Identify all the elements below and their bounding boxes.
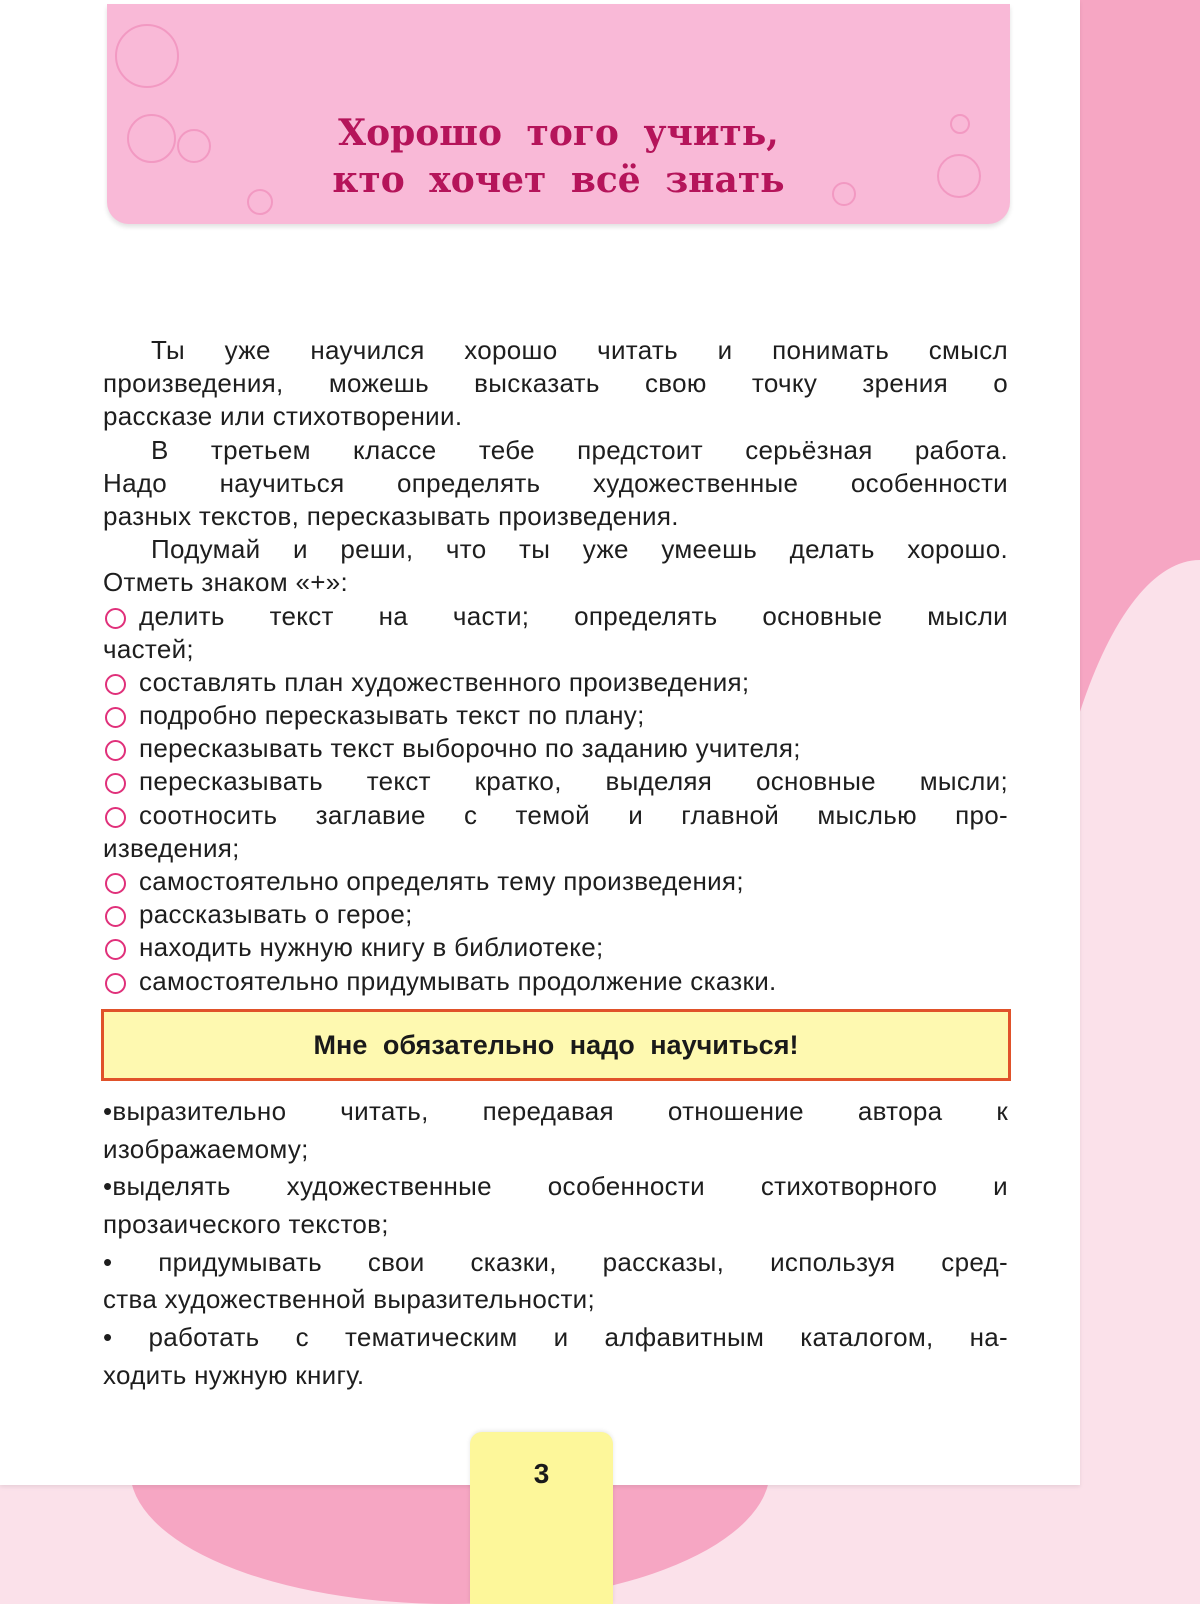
text-line	[103, 1093, 1008, 1131]
text-line	[103, 832, 1008, 865]
checkbox-circle[interactable]	[105, 807, 126, 828]
line-text: •выделять художественные особенности стихотворного и	[103, 1171, 1008, 1202]
text-line	[103, 1244, 1008, 1282]
line-text: находить нужную книгу в библиотеке;	[139, 932, 604, 963]
checkbox-circle[interactable]	[105, 973, 126, 994]
line-text: рассказывать о герое;	[139, 899, 413, 930]
checklist-item	[103, 865, 1008, 898]
checklist-item	[103, 732, 1008, 765]
line-text: самостоятельно определять тему произведения;	[139, 866, 744, 896]
checkbox-circle[interactable]	[105, 707, 126, 728]
text-line	[103, 1206, 1008, 1244]
decorative-bottom-shape	[130, 1470, 770, 1604]
text-line	[103, 334, 1008, 367]
checkbox-circle[interactable]	[105, 674, 126, 695]
text-line	[103, 533, 1008, 566]
line-text: разных текстов, пересказывать произведения.	[103, 500, 679, 531]
checkbox-circle[interactable]	[105, 773, 126, 794]
line-text: Отметь знаком «+»:	[103, 567, 348, 598]
line-text: делить текст на части; определять основные мысли	[139, 600, 1008, 631]
line-text: • придумывать свои сказки, рассказы, используя сред-	[103, 1246, 1008, 1277]
line-text: ходить нужную книгу.	[103, 1359, 365, 1390]
checklist-item	[103, 898, 1008, 931]
line-text: •выразительно читать, передавая отношение автора к	[103, 1096, 1008, 1126]
flower-icon	[115, 24, 179, 88]
checkbox-circle[interactable]	[105, 873, 126, 894]
line-text: соотносить заглавие с темой и главной мыслью про-	[139, 799, 1008, 830]
text-line	[103, 566, 1008, 599]
line-text: пересказывать текст выборочно по заданию учителя;	[139, 733, 801, 764]
line-text: изведения;	[103, 832, 240, 863]
line-text: подробно пересказывать текст по плану;	[139, 700, 645, 731]
checkbox-circle[interactable]	[105, 740, 126, 761]
title-line: Хорошо того учить,	[338, 112, 779, 154]
checkbox-circle[interactable]	[105, 939, 126, 960]
line-text: Ты уже научился хорошо читать и понимать смысл	[151, 335, 1008, 365]
text-line	[103, 1168, 1008, 1206]
line-text: произведения, можешь высказать свою точку зрения о	[103, 368, 1008, 399]
text-line	[103, 1281, 1008, 1319]
page-title	[107, 110, 1010, 204]
text-line	[103, 1131, 1008, 1169]
text-line	[103, 434, 1008, 467]
intro-text	[103, 334, 1008, 998]
text-line	[103, 467, 1008, 500]
checkbox-circle[interactable]	[105, 906, 126, 927]
checklist-item	[103, 666, 1008, 699]
line-text: ства художественной выразительности;	[103, 1284, 596, 1315]
line-text: В третьем классе тебе предстоит серьёзная работа.	[151, 434, 1008, 465]
checklist-item	[103, 699, 1008, 732]
line-text: самостоятельно придумывать продолжение сказки.	[139, 965, 777, 996]
line-text: составлять план художественного произведения;	[139, 666, 750, 697]
checklist-item	[103, 965, 1008, 998]
must-learn-list	[103, 1093, 1008, 1395]
line-text: изображаемому;	[103, 1133, 309, 1164]
text-line	[103, 633, 1008, 666]
line-text: рассказе или стихотворении.	[103, 401, 463, 432]
line-text: Надо научиться определять художественные особенности	[103, 467, 1008, 498]
title-line: кто хочет всё знать	[332, 159, 785, 201]
checklist-item	[103, 799, 1008, 832]
text-line	[103, 500, 1008, 533]
checkbox-circle[interactable]	[105, 608, 126, 629]
page-number-tab	[470, 1432, 613, 1604]
title-banner	[107, 4, 1010, 224]
checklist-item	[103, 931, 1008, 964]
checklist-item	[103, 600, 1008, 633]
text-line	[103, 400, 1008, 433]
must-learn-heading-box	[101, 1009, 1011, 1081]
must-learn-heading: Мне обязательно надо научиться!	[313, 1029, 799, 1060]
text-line	[103, 1357, 1008, 1395]
checklist-item	[103, 765, 1008, 798]
line-text: • работать с тематическим и алфавитным каталогом, на-	[103, 1322, 1008, 1353]
line-text: пересказывать текст кратко, выделяя основные мысли;	[139, 766, 1008, 797]
page-number: 3	[533, 1458, 550, 1489]
text-line	[103, 367, 1008, 400]
text-line	[103, 1319, 1008, 1357]
line-text: прозаического текстов;	[103, 1209, 389, 1240]
line-text: частей;	[103, 633, 194, 664]
line-text: Подумай и реши, что ты уже умеешь делать хорошо.	[151, 534, 1008, 565]
